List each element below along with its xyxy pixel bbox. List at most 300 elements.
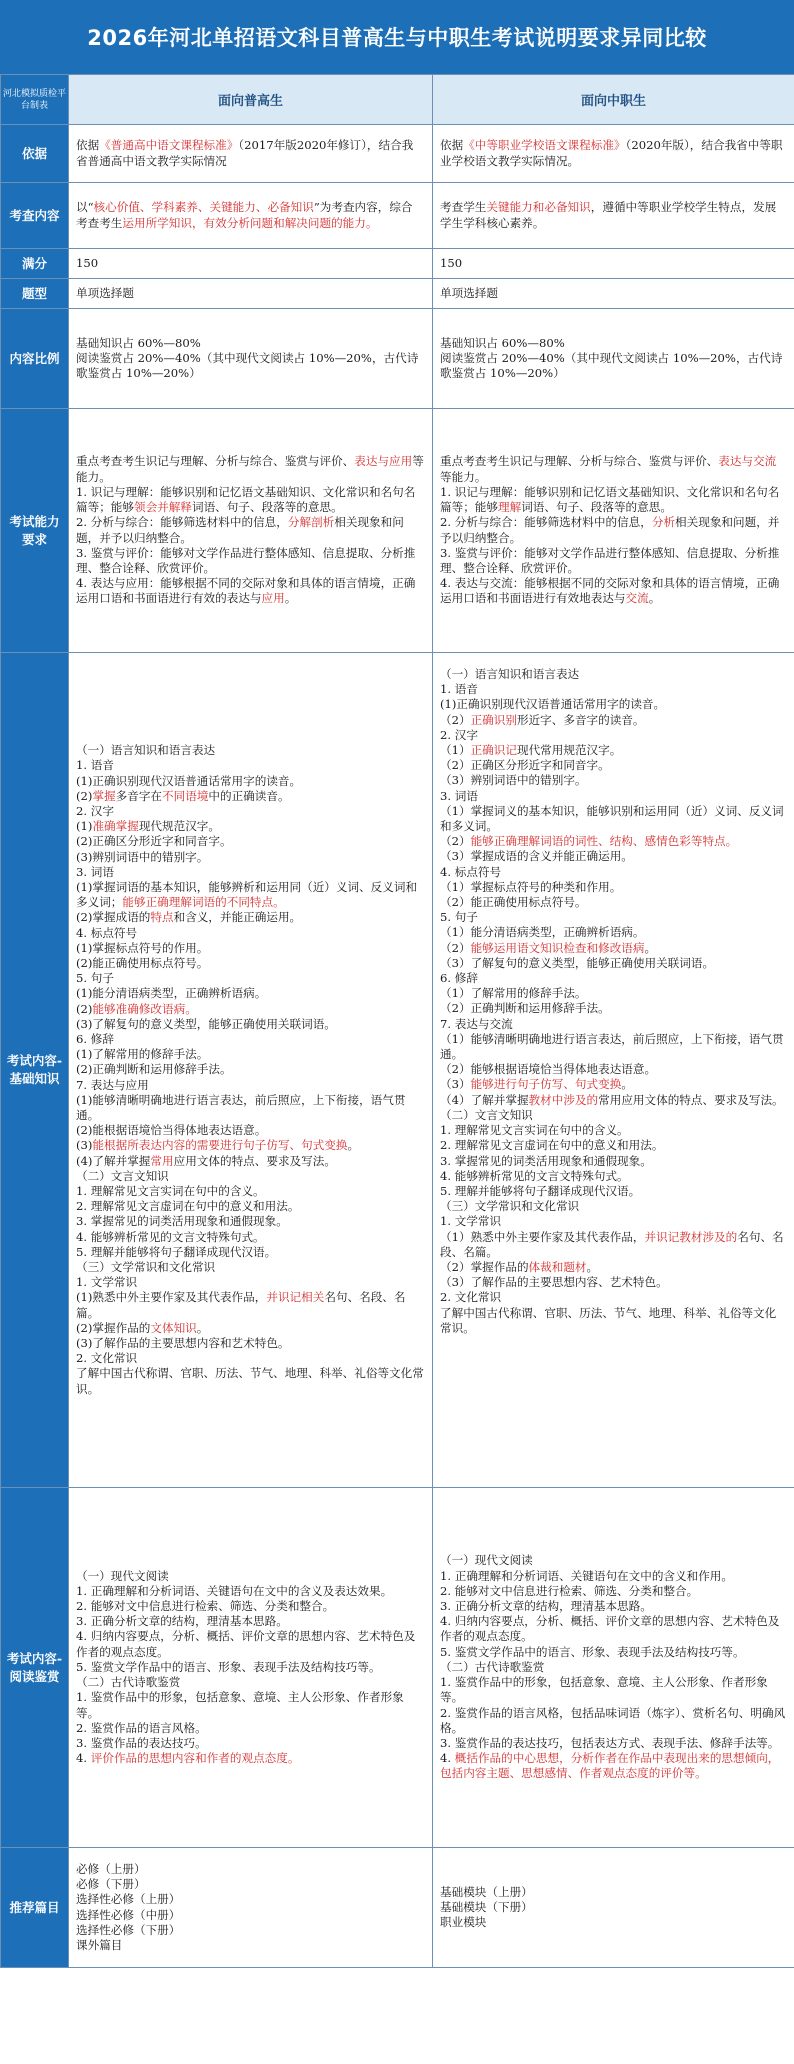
text-segment: （一）现代文阅读 [76, 1568, 169, 1583]
text-segment: (2)能根据语境恰当得体地表达语意。 [76, 1123, 267, 1138]
text-segment: 中的正确读音。 [208, 788, 290, 803]
text-line [440, 351, 786, 381]
text-line [440, 956, 786, 971]
text-segment: 选择性必修（中册） [76, 1907, 181, 1922]
table-header-row [1, 75, 794, 125]
text-segment: (1)熟悉中外主要作家及其代表作品， [76, 1290, 267, 1305]
text-line [76, 1321, 424, 1336]
text-segment: 应用文体的特点、要求及写法。 [173, 1153, 336, 1168]
text-segment: 名句、名段、名篇。 [76, 1290, 406, 1320]
text-segment: 必修（上册） [76, 1861, 146, 1876]
text-segment: 4. [440, 1751, 455, 1766]
text-segment: 4. [76, 1751, 91, 1766]
text-segment: 1. 理解常见文言实词在句中的含义。 [76, 1184, 265, 1199]
text-segment: 选择性必修（下册） [76, 1922, 181, 1937]
text-segment: （1）掌握标点符号的种类和作用。 [440, 879, 622, 894]
text-segment: 1. 理解常见文言实词在句中的含义。 [440, 1123, 629, 1138]
highlighted-text: 掌握 [92, 788, 116, 803]
text-segment: 3. 鉴赏与评价：能够对文学作品进行整体感知、信息提取、分析推理、整合诠释、欣赏评价。 [440, 545, 780, 575]
text-segment: 1. 识记与理解：能够识别和记忆语文基础知识、文化常识和名句名篇等；能够 [440, 484, 780, 515]
highlighted-text: 交流 [625, 591, 649, 606]
text-segment: （1）了解常用的修辞手法。 [440, 986, 587, 1001]
text-line [76, 1047, 424, 1062]
cell-yuedu-gz [69, 1488, 433, 1848]
highlighted-text: 理解 [497, 500, 522, 515]
row-kaocha [1, 183, 794, 249]
text-segment: 阅读鉴赏占 20%—40%（其中现代文阅读占 10%—20%，古代诗歌鉴赏占 10%—20%） [440, 350, 783, 381]
text-segment: 3. 鉴赏作品的表达技巧，包括表达方式、表现手法、修辞手法等。 [440, 1735, 780, 1750]
text-line [76, 1260, 424, 1275]
text-line [440, 986, 786, 1001]
text-line [76, 850, 424, 865]
text-line [76, 1138, 424, 1153]
highlighted-text: 能够准确修改语病。 [92, 1001, 197, 1016]
text-segment: 4. 归纳内容要点，分析、概括、评价文章的思想内容、艺术特色及作者的观点态度。 [76, 1629, 416, 1659]
row-yuedu [1, 1488, 794, 1848]
highlighted-text: 准确掌握 [92, 819, 139, 834]
highlighted-text: 特点 [150, 910, 174, 925]
text-segment: 常用应用文体的特点、要求及写法。 [598, 1092, 784, 1107]
text-line [440, 1077, 786, 1092]
text-line [76, 286, 424, 301]
text-line [440, 743, 786, 758]
text-segment: (1)能分清语病类型，正确辨析语病。 [76, 986, 267, 1001]
text-line [440, 1275, 786, 1290]
highlighted-text: 关键能力和必备知识 [486, 200, 591, 215]
text-segment: 1. 识记与理解：能够识别和记忆语文基础知识、文化常识和名句名篇等；能够 [76, 484, 416, 515]
text-line [440, 1885, 786, 1900]
text-line [440, 1093, 786, 1108]
text-line [76, 1584, 424, 1599]
text-line [76, 1366, 424, 1396]
text-segment: 5. 句子 [440, 910, 478, 925]
text-line [440, 576, 786, 606]
highlighted-text: 运用所学知识，有效分析问题和解决问题的能力。 [122, 215, 378, 230]
text-segment: 。 [586, 1259, 599, 1274]
highlighted-text: 并识记教材涉及的 [644, 1229, 738, 1244]
text-line [440, 1584, 786, 1599]
text-line [76, 1614, 424, 1629]
text-segment: （3） [440, 1077, 471, 1092]
text-line [440, 1751, 786, 1781]
text-line [440, 1123, 786, 1138]
text-line [76, 1877, 424, 1892]
text-segment: （3）了解作品的主要思想内容、艺术特色。 [440, 1275, 668, 1290]
text-line [440, 880, 786, 895]
text-segment: (3) [76, 1138, 93, 1153]
text-segment: 5. 理解并能够将句子翻译成现代汉语。 [76, 1244, 277, 1259]
text-segment: 4. 能够辨析常见的文言文特殊句式。 [76, 1229, 265, 1244]
text-line [440, 1675, 786, 1705]
text-segment: (2)掌握作品的 [76, 1320, 151, 1335]
text-line [440, 515, 786, 545]
text-segment: 150 [76, 255, 99, 270]
text-segment: 1. 文学常识 [440, 1214, 502, 1229]
text-line [440, 682, 786, 697]
text-segment: 2. 文化常识 [440, 1290, 502, 1305]
text-line [76, 1923, 424, 1938]
text-line [76, 926, 424, 941]
cell-tixing-zz [433, 279, 794, 309]
text-line [76, 743, 424, 758]
row-label-manfen: 满分 [1, 249, 69, 279]
text-segment: （2） [440, 834, 471, 849]
text-segment: 4. 标点符号 [440, 864, 502, 879]
highlighted-text: 概括作品的中心思想，分析作者在作品中表现出来的思想倾向，包括内容主题、思想感情、作者观点态度的评价等。 [440, 1751, 780, 1781]
text-line [76, 971, 424, 986]
text-line [76, 1093, 424, 1123]
text-segment: （1）能够清晰明确地进行语言表达，前后照应，上下衔接，语气贯通。 [440, 1031, 784, 1062]
text-segment: (2) [76, 1001, 93, 1016]
text-segment: 4. 能够辨析常见的文言文特殊句式。 [440, 1168, 629, 1183]
text-line [76, 804, 424, 819]
text-line [440, 1138, 786, 1153]
text-segment: 基础模块（下册） [440, 1899, 533, 1914]
text-line [76, 1938, 424, 1953]
text-line [76, 1892, 424, 1907]
cell-kaocha-zz [433, 183, 794, 249]
text-segment: 等能力。 [440, 469, 487, 484]
text-segment: (2)掌握成语的 [76, 910, 151, 925]
row-nengli [1, 409, 794, 653]
text-segment: 7. 表达与应用 [76, 1077, 149, 1092]
text-segment: （2）正确区分形近字和同音字。 [440, 758, 610, 773]
text-segment: 1. 正确理解和分析词语、关键语句在文中的含义和作用。 [440, 1568, 733, 1583]
text-segment: （二）古代诗歌鉴赏 [76, 1675, 181, 1690]
text-segment: 4. 表达与交流：能够根据不同的交际对象和具体的语言情境，正确运用口语和书面语进行有效地表达与 [440, 576, 780, 606]
text-line [76, 1690, 424, 1720]
text-segment: 必修（下册） [76, 1877, 146, 1892]
text-segment: （一）现代文阅读 [440, 1553, 533, 1568]
text-line [76, 834, 424, 849]
highlighted-text: 核心价值、学科素养、关键能力、必备知识 [93, 200, 314, 215]
text-segment: （1） [440, 743, 471, 758]
row-yiju [1, 125, 794, 183]
text-segment: 1. 语音 [440, 682, 478, 697]
text-segment: 5. 鉴赏文学作品中的语言、形象、表现手法及结构技巧等。 [440, 1644, 745, 1659]
cell-bili-gz [69, 309, 433, 409]
text-line [76, 1078, 424, 1093]
text-segment: 。 [621, 1077, 633, 1092]
highlighted-text: 不同语境 [162, 788, 209, 803]
cell-nengli-zz [433, 409, 794, 653]
text-line [76, 515, 424, 545]
text-segment: 3. 掌握常见的词类活用现象和通假现象。 [440, 1153, 652, 1168]
text-segment: (1) [76, 819, 93, 834]
text-segment: (1)正确识别现代汉语普通话常用字的读音。 [76, 773, 302, 788]
text-line [440, 667, 786, 682]
text-line [440, 1569, 786, 1584]
text-line [76, 880, 424, 910]
text-segment: 2. 理解常见文言虚词在句中的意义和用法。 [76, 1199, 300, 1214]
text-segment: 。 [196, 1320, 209, 1335]
highlighted-text: 《普通高中语文课程标准》 [99, 138, 239, 153]
text-segment: 相关现象和问题，并予以归纳整合。 [76, 515, 404, 545]
text-line [440, 834, 786, 849]
row-tuijian [1, 1848, 794, 1968]
text-segment: 职业模块 [440, 1915, 487, 1930]
row-bili [1, 309, 794, 409]
text-segment: （2020年版），结合我省中等职业学校语文教学实际情况。 [440, 138, 783, 168]
highlighted-text: 正确识别 [470, 712, 517, 727]
text-segment: 单项选择题 [76, 285, 134, 300]
corner-label: 河北模拟质检平台制表 [1, 75, 69, 125]
text-line [440, 1199, 786, 1214]
text-line [440, 1706, 786, 1736]
text-segment: 课外篇目 [76, 1937, 123, 1952]
text-segment: (2) [76, 788, 93, 803]
text-segment: 7. 表达与交流 [440, 1016, 513, 1031]
text-line [76, 941, 424, 956]
text-segment: 2. 文化常识 [76, 1351, 138, 1366]
text-line [76, 986, 424, 1001]
highlighted-text: 体裁和题材 [528, 1259, 587, 1274]
text-segment: 1. 鉴赏作品中的形象，包括意象、意境、主人公形象、作者形象等。 [76, 1690, 404, 1720]
column-header-zz: 面向中职生 [433, 75, 794, 125]
text-segment: (2)正确区分形近字和同音字。 [76, 834, 232, 849]
text-segment: 3. 正确分析文章的结构，理清基本思路。 [440, 1599, 652, 1614]
text-line [440, 200, 786, 230]
highlighted-text: 领会并解释 [133, 500, 192, 515]
text-line [440, 758, 786, 773]
cell-yuedu-zz [433, 1488, 794, 1848]
text-segment: （二）古代诗歌鉴赏 [440, 1659, 545, 1674]
row-label-kaocha: 考查内容 [1, 183, 69, 249]
text-segment: 5. 理解并能够将句子翻译成现代汉语。 [440, 1183, 641, 1198]
text-line [76, 910, 424, 925]
text-segment: 6. 修辞 [440, 971, 478, 986]
text-segment: 。 [284, 591, 297, 606]
text-line [76, 1184, 424, 1199]
text-line [76, 1169, 424, 1184]
text-segment: 2. 鉴赏作品的语言风格，包括品味词语（炼字）、赏析名句、明确风格。 [440, 1705, 786, 1735]
highlighted-text: 分析 [651, 515, 676, 530]
text-line [440, 1001, 786, 1016]
text-line [440, 789, 786, 804]
text-segment: （二）文言文知识 [440, 1107, 533, 1122]
text-segment: (1)能够清晰明确地进行语言表达，前后照应，上下衔接，语气贯通。 [76, 1092, 406, 1122]
text-segment: 阅读鉴赏占 20%—40%（其中现代文阅读占 10%—20%，古代诗歌鉴赏占 10%—20%） [76, 350, 419, 381]
row-label-tuijian: 推荐篇目 [1, 1848, 69, 1968]
text-segment: 3. 词语 [76, 864, 114, 879]
text-line [76, 1154, 424, 1169]
highlighted-text: 并识记相关 [266, 1290, 325, 1305]
cell-jichu-gz [69, 653, 433, 1488]
text-segment: 现代规范汉字。 [138, 819, 220, 834]
text-line [440, 1290, 786, 1305]
cell-tuijian-zz [433, 1848, 794, 1968]
row-label-tixing: 题型 [1, 279, 69, 309]
text-line [76, 774, 424, 789]
text-line [440, 286, 786, 301]
text-segment: (2)正确判断和运用修辞手法。 [76, 1062, 232, 1077]
text-segment: （2） [440, 940, 471, 955]
text-line [440, 485, 786, 515]
text-segment: 1. 语音 [76, 758, 114, 773]
text-segment: 2. 汉字 [76, 803, 114, 818]
text-segment: 3. 鉴赏与评价：能够对文学作品进行整体感知、信息提取、分析推理、整合诠释、欣赏评价。 [76, 545, 416, 575]
highlighted-text: 应用 [261, 591, 285, 606]
cell-yiju-gz [69, 125, 433, 183]
text-segment: 3. 词语 [440, 788, 478, 803]
text-line [440, 1599, 786, 1614]
text-line [76, 865, 424, 880]
text-segment: （1）能分清语病类型，正确辨析语病。 [440, 925, 645, 940]
row-label-yuedu: 考试内容-阅读鉴赏 [1, 1488, 69, 1848]
text-segment: 4. 表达与应用：能够根据不同的交际对象和具体的语言情境，正确运用口语和书面语进行有效的表达与 [76, 576, 416, 606]
text-line [440, 1614, 786, 1644]
highlighted-text: 能够运用语文知识检查和修改语病 [470, 940, 645, 955]
cell-tuijian-gz [69, 1848, 433, 1968]
text-segment: ”为考查内容，综合考查考生 [76, 200, 413, 230]
text-line [76, 138, 424, 168]
text-segment: 重点考查考生识记与理解、分析与综合、鉴赏与评价、 [440, 454, 719, 469]
highlighted-text: 能够正确理解词语的不同特点。 [122, 895, 285, 910]
text-line [440, 546, 786, 576]
text-segment: 4. 标点符号 [76, 925, 138, 940]
text-segment: 3. 正确分析文章的结构，理清基本思路。 [76, 1614, 288, 1629]
highlighted-text: 能够正确理解词语的词性、结构、感情色彩等特点。 [470, 834, 738, 849]
text-segment: 重点考查考生识记与理解、分析与综合、鉴赏与评价、 [76, 454, 355, 469]
page-title: 2026年河北单招语文科目普高生与中职生考试说明要求异同比较 [0, 0, 794, 74]
text-line [76, 1569, 424, 1584]
text-line [440, 865, 786, 880]
text-segment: （1）掌握词义的基本知识，能够识别和运用同（近）义词、反义词和多义词。 [440, 803, 784, 834]
text-segment: (1)掌握词语的基本知识，能够辨析和运用同（近）义词、反义词和多义词； [76, 879, 418, 910]
comparison-table [0, 74, 794, 1968]
text-line [440, 1915, 786, 1930]
text-segment: 2. 理解常见文言虚词在句中的意义和用法。 [440, 1138, 664, 1153]
cell-kaocha-gz [69, 183, 433, 249]
text-line [440, 1017, 786, 1032]
text-segment: 。 [644, 940, 657, 955]
text-line [76, 1351, 424, 1366]
highlighted-text: 表达与应用 [354, 454, 413, 469]
text-line [76, 1275, 424, 1290]
row-tixing [1, 279, 794, 309]
text-segment: 5. 句子 [76, 971, 114, 986]
text-line [440, 910, 786, 925]
text-line [76, 454, 424, 484]
text-line [440, 1108, 786, 1123]
highlighted-text: 《中等职业学校语文课程标准》 [463, 138, 626, 153]
highlighted-text: 教材中涉及的 [528, 1092, 599, 1107]
text-segment: 6. 修辞 [76, 1031, 114, 1046]
text-segment: 名句、名段、名篇。 [440, 1229, 784, 1259]
text-segment: 和含义，并能正确运用。 [173, 910, 302, 925]
highlighted-text: 表达与交流 [718, 454, 777, 469]
text-line [76, 1660, 424, 1675]
text-segment: (1)正确识别现代汉语普通话常用字的读音。 [440, 697, 666, 712]
text-line [440, 1184, 786, 1199]
text-segment: 。 [648, 591, 661, 606]
text-line [76, 1002, 424, 1017]
text-segment: 2. 分析与综合：能够筛选材料中的信息， [440, 515, 652, 530]
text-line [440, 895, 786, 910]
text-segment: 5. 鉴赏文学作品中的语言、形象、表现手法及结构技巧等。 [76, 1659, 381, 1674]
text-line [76, 336, 424, 351]
text-line [440, 925, 786, 940]
text-segment: (3)了解作品的主要思想内容和艺术特色。 [76, 1336, 290, 1351]
text-line [440, 728, 786, 743]
text-line [76, 1736, 424, 1751]
highlighted-text: 常用 [150, 1153, 174, 1168]
text-line [440, 773, 786, 788]
text-segment: 现代常用规范汉字。 [516, 743, 622, 758]
text-segment: (2)能正确使用标点符号。 [76, 955, 209, 970]
text-line [440, 454, 786, 484]
text-segment: （4）了解并掌握 [440, 1092, 529, 1107]
text-line [76, 1908, 424, 1923]
row-label-yiju: 依据 [1, 125, 69, 183]
text-line [76, 1214, 424, 1229]
text-segment: 相关现象和问题，并予以归纳整合。 [440, 515, 780, 545]
text-segment: （3）掌握成语的含义并能正确运用。 [440, 849, 633, 864]
text-segment: （三）文学常识和文化常识 [76, 1260, 216, 1275]
text-line [76, 1751, 424, 1766]
text-segment: 。 [347, 1138, 360, 1153]
cell-yiju-zz [433, 125, 794, 183]
text-line [440, 1900, 786, 1915]
row-jichu [1, 653, 794, 1488]
text-line [440, 1645, 786, 1660]
text-line [440, 849, 786, 864]
text-line [76, 819, 424, 834]
text-line [440, 941, 786, 956]
cell-jichu-zz [433, 653, 794, 1488]
text-segment: （2）能正确使用标点符号。 [440, 895, 587, 910]
text-line [440, 1260, 786, 1275]
text-segment: (1)了解常用的修辞手法。 [76, 1047, 209, 1062]
row-manfen [1, 249, 794, 279]
text-line [440, 1660, 786, 1675]
text-line [440, 138, 786, 168]
text-line [440, 1306, 786, 1336]
text-segment: 2. 能够对文中信息进行检索、筛选、分类和整合。 [76, 1599, 335, 1614]
text-segment: 依据 [76, 138, 100, 153]
text-segment: 2. 汉字 [440, 727, 478, 742]
text-line [76, 1290, 424, 1320]
text-line [440, 336, 786, 351]
text-segment: 基础模块（上册） [440, 1884, 533, 1899]
text-line [76, 1230, 424, 1245]
text-line [76, 256, 424, 271]
text-line [440, 1062, 786, 1077]
text-line [76, 1123, 424, 1138]
text-segment: 多音字在 [115, 788, 163, 803]
cell-manfen-gz [69, 249, 433, 279]
text-segment: (3)了解复句的意义类型，能够正确使用关联词语。 [76, 1016, 336, 1031]
cell-manfen-zz [433, 249, 794, 279]
text-segment: （2017年版2020年修订），结合我省普通高中语文教学实际情况 [76, 138, 414, 168]
text-line [76, 1245, 424, 1260]
text-segment: 1. 正确理解和分析词语、关键语句在文中的含义及表达效果。 [76, 1583, 393, 1598]
text-line [76, 1629, 424, 1659]
highlighted-text: 评价作品的思想内容和作者的观点态度。 [90, 1751, 300, 1766]
text-segment: （3）辨别词语中的错别字。 [440, 773, 587, 788]
cell-tixing-gz [69, 279, 433, 309]
text-line [76, 789, 424, 804]
text-segment: (4)了解并掌握 [76, 1153, 151, 1168]
highlighted-text: 能够进行句子仿写、句式变换 [470, 1077, 622, 1092]
text-line [76, 1062, 424, 1077]
text-line [76, 1199, 424, 1214]
text-line [76, 200, 424, 230]
text-segment: 3. 掌握常见的词类活用现象和通假现象。 [76, 1214, 288, 1229]
text-segment: 了解中国古代称谓、官职、历法、节气、地理、科举、礼俗等文化常识。 [440, 1305, 777, 1335]
text-segment: 选择性必修（上册） [76, 1892, 181, 1907]
text-line [76, 956, 424, 971]
